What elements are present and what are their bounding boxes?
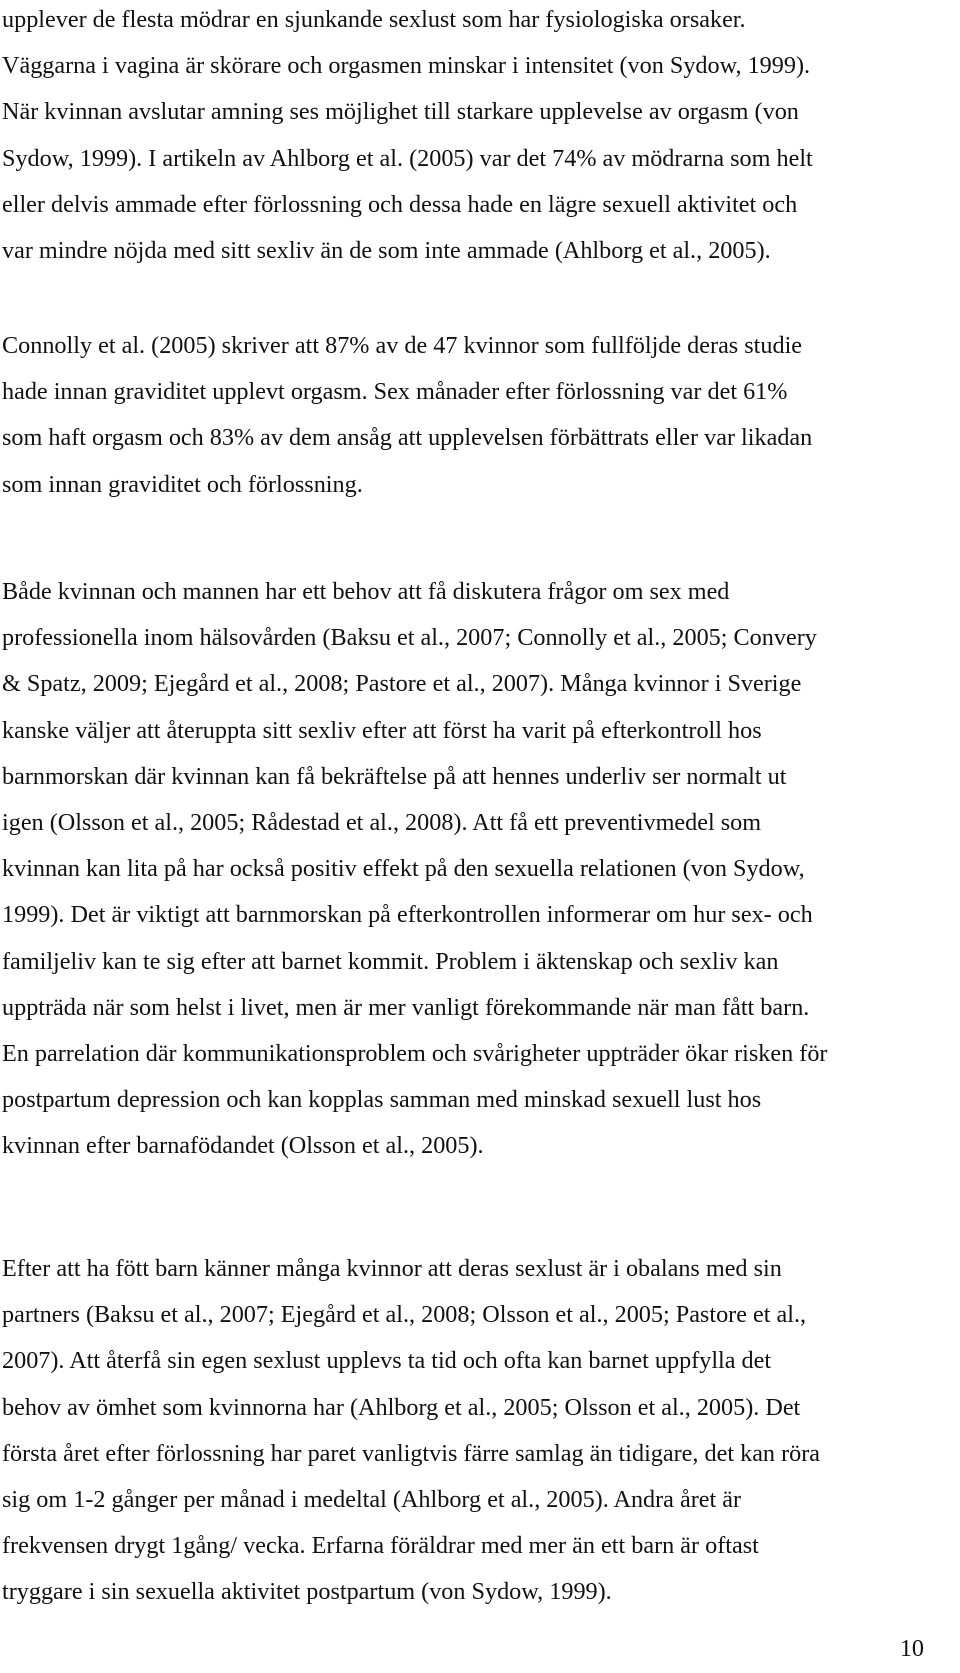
paragraph-3	[2, 569, 932, 1170]
page-number: 10	[899, 1635, 924, 1662]
paragraph-3-line: familjeliv kan te sig efter att barnet kommit. Problem i äktenskap och sexliv kan	[2, 947, 779, 975]
paragraph-1-line: Väggarna i vagina är skörare och orgasmen minskar i intensitet (von Sydow, 1999).	[2, 52, 811, 80]
paragraph-1-line: upplever de flesta mödrar en sjunkande sexlust som har fysiologiska orsaker.	[2, 6, 746, 33]
paragraph-4-line: frekvensen drygt 1gång/ vecka. Erfarna föräldrar med mer än ett barn är oftast	[2, 1532, 759, 1560]
paragraph-1-line: Sydow, 1999). I artikeln av Ahlborg et al. (2005) var det 74% av mödrarna som helt	[2, 144, 813, 172]
paragraph-4-line: sig om 1-2 gånger per månad i medeltal (Ahlborg et al., 2005). Andra året är	[2, 1486, 742, 1514]
paragraph-4-line: behov av ömhet som kvinnorna har (Ahlborg et al., 2005; Olsson et al., 2005). Det	[2, 1393, 801, 1421]
paragraph-3-line: professionella inom hälsovården (Baksu et al., 2007; Connolly et al., 2005; Convery	[2, 624, 817, 652]
paragraph-3-line: postpartum depression och kan kopplas samman med minskad sexuell lust hos	[2, 1086, 762, 1114]
paragraph-2-line: Connolly et al. (2005) skriver att 87% av de 47 kvinnor som fullföljde deras studie	[2, 332, 803, 359]
paragraph-1-line: När kvinnan avslutar amning ses möjlighet till starkare upplevelse av orgasm (von	[2, 98, 799, 126]
paragraph-3-line: & Spatz, 2009; Ejegård et al., 2008; Pastore et al., 2007). Många kvinnor i Sverige	[2, 670, 802, 698]
paragraph-3-line: kanske väljer att återuppta sitt sexliv efter att först ha varit på efterkontroll hos	[2, 716, 762, 744]
paragraph-2-line: som innan graviditet och förlossning.	[2, 470, 363, 498]
paragraph-1-line: var mindre nöjda med sitt sexliv än de som inte ammade (Ahlborg et al., 2005).	[2, 237, 771, 265]
paragraph-1	[2, 0, 932, 274]
paragraph-2-line: hade innan graviditet upplevt orgasm. Sex månader efter förlossning var det 61%	[2, 378, 788, 406]
paragraph-4-line: tryggare i sin sexuella aktivitet postpartum (von Sydow, 1999).	[2, 1578, 612, 1606]
paragraph-3-line: Både kvinnan och mannen har ett behov att få diskutera frågor om sex med	[2, 578, 730, 605]
paragraph-4	[2, 1246, 932, 1616]
paragraph-4-line: första året efter förlossning har paret vanligtvis färre samlag än tidigare, det kan röra	[2, 1439, 821, 1467]
paragraph-3-line: kvinnan efter barnafödandet (Olsson et al., 2005).	[2, 1132, 484, 1160]
paragraph-4-line: Efter att ha fött barn känner många kvinnor att deras sexlust är i obalans med sin	[2, 1255, 782, 1282]
paragraph-1-line: eller delvis ammade efter förlossning och dessa hade en lägre sexuell aktivitet och	[2, 190, 798, 218]
paragraph-4-line: partners (Baksu et al., 2007; Ejegård et al., 2008; Olsson et al., 2005; Pastore et al.,	[2, 1301, 807, 1329]
paragraph-3-line: igen (Olsson et al., 2005; Rådestad et al., 2008). Att få ett preventivmedel som	[2, 809, 762, 837]
paragraph-2-line: som haft orgasm och 83% av dem ansåg att upplevelsen förbättrats eller var likadan	[2, 424, 813, 452]
paragraph-3-line: barnmorskan där kvinnan kan få bekräftelse på att hennes underliv ser normalt ut	[2, 762, 787, 790]
paragraph-2	[2, 323, 932, 508]
paragraph-4-line: 2007). Att återfå sin egen sexlust upplevs ta tid och ofta kan barnet uppfylla det	[2, 1347, 772, 1375]
paragraph-3-line: En parrelation där kommunikationsproblem och svårigheter uppträder ökar risken för	[2, 1040, 828, 1068]
paragraph-3-line: kvinnan kan lita på har också positiv effekt på den sexuella relationen (von Sydow,	[2, 855, 805, 883]
paragraph-3-line: uppträda när som helst i livet, men är mer vanligt förekommande när man fått barn.	[2, 993, 810, 1021]
paragraph-3-line: 1999). Det är viktigt att barnmorskan på efterkontrollen informerar om hur sex- och	[2, 901, 813, 929]
